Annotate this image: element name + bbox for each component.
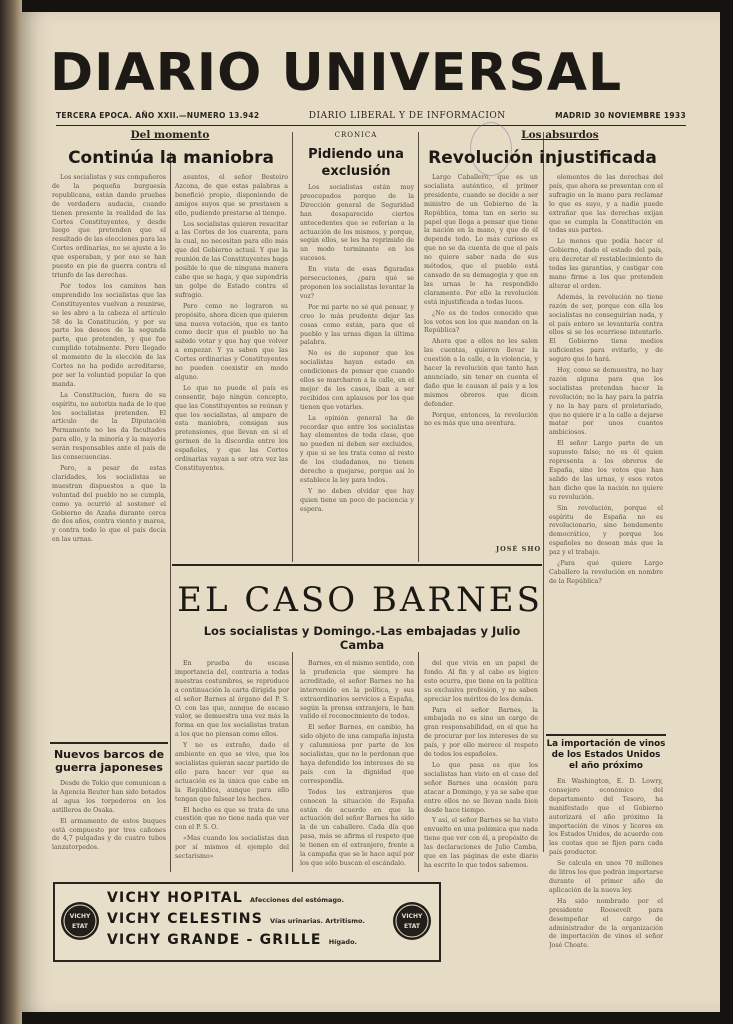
headline-maniobra: Continúa la maniobra <box>68 148 274 168</box>
headline-barnes: EL CASO BARNES <box>177 580 543 620</box>
svg-text:ETAT: ETAT <box>404 923 420 930</box>
headline-revolucion: Revolución injustificada <box>428 148 657 168</box>
divider-vinos-top <box>546 734 666 736</box>
masthead-meta-line <box>56 109 686 126</box>
subheadline-barnes: Los socialistas y Domingo.-Las embajadas y Julio Camba <box>203 624 521 652</box>
body-revolucion-col1: Largo Caballero, que es un socialista auténtico, el primer presidente, cuando se decide a ser ministro de un Gobierno de la República, toma tan en serio su papel que llega a pensar que tiene la nación en la mano, y que de él depende todo. Lo más curioso es que no se da cuenta de que el país no quiere saber nada de sus métodos, que el pueblo está cansado de su demagogia y que en las urnas le ha respondido claramente. Por ello la revolución está injustificada a todas luces. ¿No es de todos conocido que los votos son los que mandan en la República? Ahora que a ellos no les salen las cuentas, quieren llevar la cuestión a la calle, a la violencia, y hacer la revolución que tanto han anunciado, sin tener en cuenta el daño que le causan al país y a los mismos obreros que dicen defender. Porque, entonces, la revolución no es más que una aventura. <box>424 174 538 428</box>
ad-line-grande-grille: VICHY GRANDE - GRILLE Hígado. <box>107 932 357 948</box>
svg-text:ETAT: ETAT <box>72 923 88 930</box>
divider-barcos-top <box>50 742 168 744</box>
kicker-maniobra: Del momento <box>130 129 210 141</box>
ad-lines <box>107 890 397 953</box>
body-vinos: En Washington, E. D. Lowry, consejero económico del departamento del Tesoro, ha manifestado que el Gobierno autorizará el año próximo la importación de vinos y licores en los Estados Unidos, de acuerdo con las cuotas que se fijen para cada país productor. Se calcula en unos 70 millones de litros los que podrán importarse durante el primer año de aplicación de la nueva ley. Ha sido nombrado por el presidente Roosevelt para desempeñar el cargo de administrador de la organización de importación de vinos el señor José Choate. <box>549 778 663 950</box>
vichy-advertisement <box>53 882 441 962</box>
exclusion-signature: JOSÉ SHO <box>496 545 542 553</box>
edition-info: TERCERA EPOCA. AÑO XXII.—NUMERO 13.942 <box>56 111 260 120</box>
body-maniobra-col2: asuntos, el señor Besteiro Azcona, de que estas palabras a benefició propio, disponiendo de amigos suyos que se prestasen a ello, pudiendo prestarse al tiempo. Los socialistas quieren resucitar a las Cortes de los cuarenta, para la cual, no necesitan para ello más que del Gobierno actual. Y que la reunión de las Constituyentes haga posible lo que de ninguna manera cabe que se haga, y que supondría un golpe de Estado contra el sufragio. Pero como no lograron su propósito, ahora dicen que quieren una nueva votación, que es tanto como decir que el pueblo no ha sabido votar y que hay que volver a empezar. Y ya saben que las Cortes ordinarias y Constituyentes no pueden coexistir en modo alguno. Lo que no puede el país es consentir, bajo ningún concepto, que las Constituyentes se reúnan y que los socialistas, al amparo de esta maniobra, consigan sus pretensiones, que llevan en sí el germen de la discordia entre los españoles, y que las Cortes ordinarias vayan a ser otra vez las Constituyentes. <box>175 174 288 472</box>
body-barnes-col1: En prueba de escasa importancia del, contraria a todas nuestras costumbres, se reproduce a continuación la carta dirigida por el señor Barnes al órgano del P. S. O. con las que, aunque de escaso valor, se demuestra una vez más la forma en que los socialistas tratan a los que no piensan como ellos. Y no es extraño, dado el ambiente en que se vive, que los socialistas quieran sacar partido de ello para hacer ver que su actuación es la única que cabe en la República, aunque para ello tengan que falsear los hechos. El hecho es que se trata de una cuestión que no tiene nada que ver con el P. S. O. «Mas cuando los socialistas dan por sí mismos el ejemplo del sectarismo» <box>175 660 289 861</box>
column-rule <box>543 132 544 852</box>
column-rule <box>292 132 293 562</box>
dateline: MADRID 30 NOVIEMBRE 1933 <box>555 111 686 120</box>
column-rule <box>170 152 171 872</box>
newspaper-page <box>20 12 720 1012</box>
headline-vinos: La importación de vinos de los Estados Unidos el año próximo <box>546 739 666 771</box>
column-rule <box>292 652 293 872</box>
body-barnes-col2: Barnes, en el mismo sentido, con la prudencia que siempre ha acreditado, el señor Barnes no ha intervenido en la política, y sus extraordinarios servicios a España, según la prensa extranjera, le han valido el reconocimiento de todos. El señor Barnes, en cambio, ha sido objeto de una campaña injusta y calumniosa por parte de los socialistas, que no le perdonan que haya defendido los intereses de su país con la dignidad que correspondía. Todos los extranjeros que conocen la situación de España están de acuerdo en que la actuación del señor Barnes ha sido la de un caballero. Cada día que pasa, más se afirma el respeto que le tienen en el extranjero, frente a la campaña que se le hace aquí por los que sólo buscan el escándalo. <box>300 660 414 867</box>
body-barnes-col3: del que vivía en un papel de fondo. Al fin y al cabo es lógico esto ocurra, que tiene en la política su exclusiva profesión, y no saben apreciar los méritos de los demás. Para el señor Barnes, la embajada no es sino un cargo de gran responsabilidad, en el que ha de procurar por los intereses de su país, y por ello merece el respeto de todos los españoles. Lo que pasa es que los socialistas han visto en el caso del señor Barnes una ocasión para atacar a Domingo, y ya se sabe que entre ellos no se llevan nada bien desde hace tiempo. Y así, el señor Barnes se ha visto envuelto en una polémica que nada tiene que ver con él, a propósito de las declaraciones de Julio Camba, que en las páginas de este diario ha escrito lo que todos sabemos. <box>424 660 538 869</box>
body-barcos: Desde de Tokio que comunican a la Agencia Reuter han sido botados al agua los torpederos en los astilleros de Osaka. El armamento de estos buques está compuesto por tres cañones de 4,7 pulgadas y de cuatro tubos lanzatorpedos. <box>52 780 166 852</box>
book-spine <box>0 0 22 1024</box>
tagline: DIARIO LIBERAL Y DE INFORMACION <box>308 111 506 121</box>
headline-barcos: Nuevos barcos de guerra japoneses <box>53 748 165 774</box>
column-rule <box>418 652 419 872</box>
vichy-seal-left-icon <box>61 902 99 940</box>
body-revolucion-col2: elementos de las derechas del país, que ahora se presentan con el sufragio en la mano para reclamar lo que es suyo, y a nadie puede extrañar que las derechas exijan que se cumpla la Constitución en todas sus partes. Lo menos que podía hacer el Gobierno, dado el estado del país, era decretar el restablecimiento de todas las garantías, y castigar con mano firme a los que pretenden alterar el orden. Además, la revolución no tiene razón de ser, porque con ella los socialistas no conseguirían nada, y el país entero se levantaría contra ellos si se les ocurriese intentarlo. El Gobierno tiene medios suficientes para evitarlo, y de seguro que lo hará. Hoy, como se demuestra, no hay razón alguna para que los socialistas pretendan hacer la revolución; no la hay para la patria y no la hay para el proletariado, que no quiere ir a la calle a dejarse matar por unos cuantos ambiciosos. El señor Largo parte de un supuesto falso; no es él quien representa a los obreros de España, sino los votos que han salido de las urnas, y esos votos han dicho que la nación no quiere su revolución. Sin revolución, porque el espíritu de España no es revolucionario, sino hondamente democrático, y porque los españoles no desean más que la paz y el trabajo. ¿Para qué quiere Largo Caballero la revolución en nombre de la República? <box>549 174 663 585</box>
svg-text:VICHY: VICHY <box>69 913 91 920</box>
svg-text:VICHY: VICHY <box>401 913 423 920</box>
ad-line-hopital: VICHY HOPITAL Afecciones del estómago. <box>107 890 344 906</box>
column-rule <box>418 132 419 562</box>
masthead-title: DIARIO UNIVERSAL <box>50 43 623 103</box>
vichy-seal-right <box>393 902 431 940</box>
body-exclusion: Los socialistas están muy preocupados porque de la Dirección general de Seguridad han desaparecido ciertos antecedentes que se referían a la actuación de los mismos, y porque, según ellos, se les ha reprimido de un modo terminante en los sucesos. En vista de esas figuradas persecuciones, ¿para qué se proponen los socialistas levantar la voz? Por mi parte no sé qué pensar, y creo lo más prudente dejar las cosas como están, para que el pueblo y las urnas digan la última palabra. No es de suponer que los socialistas hayan estado en condiciones de pensar que cuando ellos se marcharon a la calle, en el mejor de los casos, iban a ser recibidos con aplausos por los que tienen que votarles. La opinión general ha de recordar que entre los socialistas hay elementos de toda clase, que no pueden ni deben ser excluidos, y que si se les trata como al resto de los ciudadanos, no tienen derecho a quejarse, porque así lo establece la ley para todos. Y no deben olvidar que hay quien tiene un poco de paciencia y espera. <box>300 184 414 513</box>
ad-line-celestins: VICHY CELESTINS Vías urinarias. Artritismo. <box>107 911 365 927</box>
vichy-seal-left <box>61 902 99 940</box>
kicker-cronica: CRONICA <box>334 131 378 139</box>
body-maniobra-col1: Los socialistas y sus compañeros de la pequeña burguesía republicana, están dando pruebas de verdadera audacia, cuando tienen presente la realidad de las Cortes Constituyentes, y desde luego que pretenden que el resultado de las elecciones para las Cortes ordinarias, no se ajuste a lo que esperaban, y por eso se han puesto en pie de guerra contra el triunfo de las derechas. Por todos los caminos han emprendido los socialistas que las Constituyentes vuelvan a reunirse, se les abre a la cabeza el artículo 58 de la Constitución, y por su parte los deseos de la segunda parte, que pretenden, y que fue cumplido totalmente. Pero llegado el momento de la elección de las Cortes no ha podido acreditarse, por ser la voluntad popular la que manda. La Constitución, fuera de su espíritu, no autoriza nada de lo que los socialistas pretenden. El artículo de la Diputación Permanente no les da facultades para ello, y la minoría y la mayoría serán responsables ante el país de las consecuencias. Pero, a pesar de estas claridades, los socialistas se muestran dispuestos a que la voluntad del pueblo no se cumpla, como ya ocurrió al sostener el Gobierno de Azaña durante cerca de dos años, contra viento y marea, y contra todo lo que el país decía en las urnas. <box>52 174 166 544</box>
divider-barnes-top <box>172 564 542 566</box>
kicker-absurdos: Los absurdos <box>521 129 599 141</box>
headline-exclusion: Pidiendo una exclusión <box>308 147 404 179</box>
vichy-seal-right-icon <box>393 902 431 940</box>
